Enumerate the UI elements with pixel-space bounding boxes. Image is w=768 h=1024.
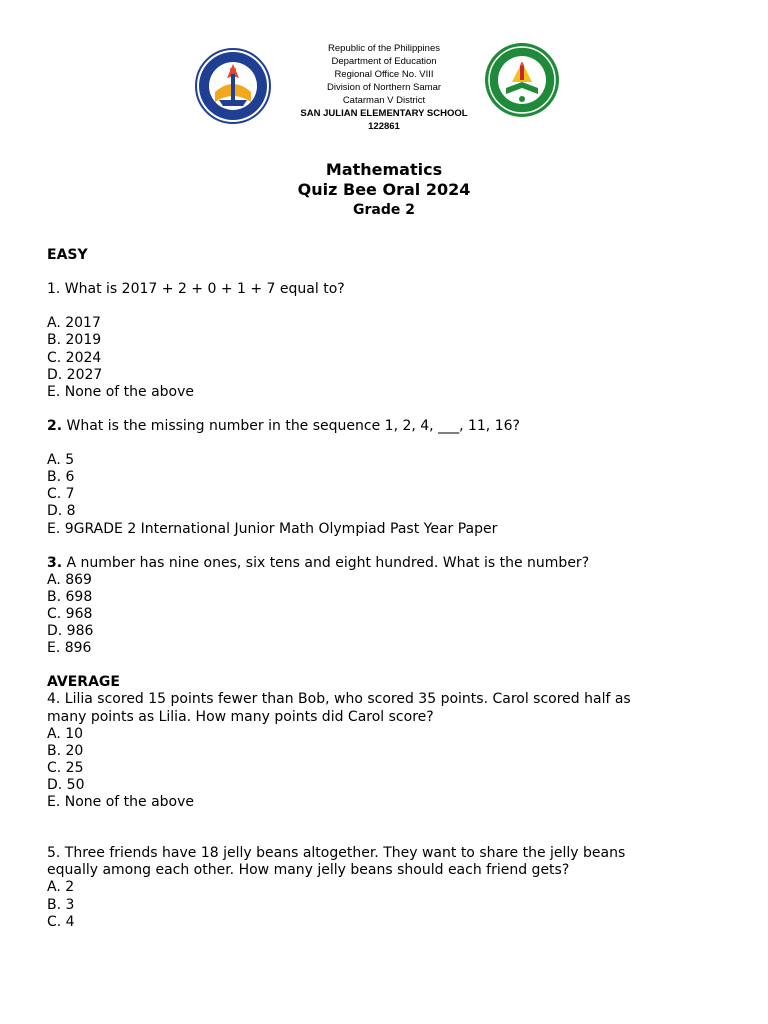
letterhead-line: Department of Education bbox=[331, 56, 437, 67]
answer-option: E. 9GRADE 2 International Junior Math Olympiad Past Year Paper bbox=[47, 520, 498, 537]
letterhead-line: Regional Office No. VIII bbox=[334, 69, 434, 80]
answer-option: C. 2024 bbox=[47, 349, 102, 366]
letterhead-line: Catarman V District bbox=[342, 95, 426, 106]
answer-option: B. 698 bbox=[47, 588, 93, 605]
letterhead-line: Division of Northern Samar bbox=[326, 82, 442, 93]
answer-option: C. 968 bbox=[47, 605, 93, 622]
question-number: 2. bbox=[47, 417, 63, 434]
school-seal-icon bbox=[484, 42, 560, 118]
answer-option: A. 2017 bbox=[47, 315, 101, 332]
question-text: Lilia scored 15 points fewer than Bob, who scored 35 points. Carol scored half as many points as Lilia. How many points did Carol score? bbox=[47, 691, 631, 725]
answer-option: D. 2027 bbox=[47, 366, 103, 383]
quiz-content bbox=[47, 247, 647, 931]
answer-option: A. 10 bbox=[47, 725, 84, 742]
answer-option: C. 25 bbox=[47, 759, 84, 776]
question-number: 5. bbox=[47, 845, 61, 862]
school-id: 122861 bbox=[368, 121, 400, 132]
question-number: 4. bbox=[47, 691, 61, 708]
question-5 bbox=[47, 845, 642, 879]
answer-option: A. 5 bbox=[47, 452, 75, 469]
question-text: A number has nine ones, six tens and eight hundred. What is the number? bbox=[62, 554, 590, 571]
answer-option: B. 6 bbox=[47, 469, 75, 486]
answer-option: D. 8 bbox=[47, 503, 76, 520]
deped-seal-icon bbox=[195, 48, 271, 124]
answer-option: D. 986 bbox=[47, 623, 94, 640]
answer-option: D. 50 bbox=[47, 776, 85, 793]
grade-title: Grade 2 bbox=[353, 202, 415, 218]
letterhead-text bbox=[284, 42, 484, 133]
letterhead-line: Republic of the Philippines bbox=[328, 43, 440, 54]
question-text: What is 2017 + 2 + 0 + 1 + 7 equal to? bbox=[60, 281, 345, 298]
answer-option: B. 3 bbox=[47, 896, 75, 913]
event-title: Quiz Bee Oral 2024 bbox=[297, 180, 471, 199]
question-text: Three friends have 18 jelly beans altogether. They want to share the jelly beans equally among each other. How many jelly beans should each friend gets? bbox=[47, 845, 626, 879]
section-heading-average: AVERAGE bbox=[47, 674, 120, 691]
document-title bbox=[0, 160, 768, 219]
answer-option: E. None of the above bbox=[47, 794, 195, 810]
question-number: 3. bbox=[47, 554, 63, 571]
letterhead-header bbox=[0, 42, 768, 142]
answer-option: B. 20 bbox=[47, 742, 84, 759]
question-2 bbox=[47, 418, 647, 435]
answer-option: E. 896 bbox=[47, 640, 92, 657]
answer-option: B. 2019 bbox=[47, 332, 102, 349]
answer-option: E. None of the above bbox=[47, 383, 195, 400]
question-3 bbox=[47, 555, 647, 572]
school-name: SAN JULIAN ELEMENTARY SCHOOL bbox=[300, 108, 468, 119]
question-number: 1. bbox=[47, 281, 61, 298]
answer-option: A. 2 bbox=[47, 879, 75, 896]
answer-option: C. 4 bbox=[47, 913, 75, 930]
question-1 bbox=[47, 281, 647, 298]
answer-option: C. 7 bbox=[47, 486, 75, 503]
question-4 bbox=[47, 691, 647, 725]
answer-option: A. 869 bbox=[47, 571, 92, 588]
section-heading-easy: EASY bbox=[47, 247, 88, 263]
question-text: What is the missing number in the sequence 1, 2, 4, ___, 11, 16? bbox=[62, 417, 520, 434]
subject-title: Mathematics bbox=[325, 160, 443, 179]
